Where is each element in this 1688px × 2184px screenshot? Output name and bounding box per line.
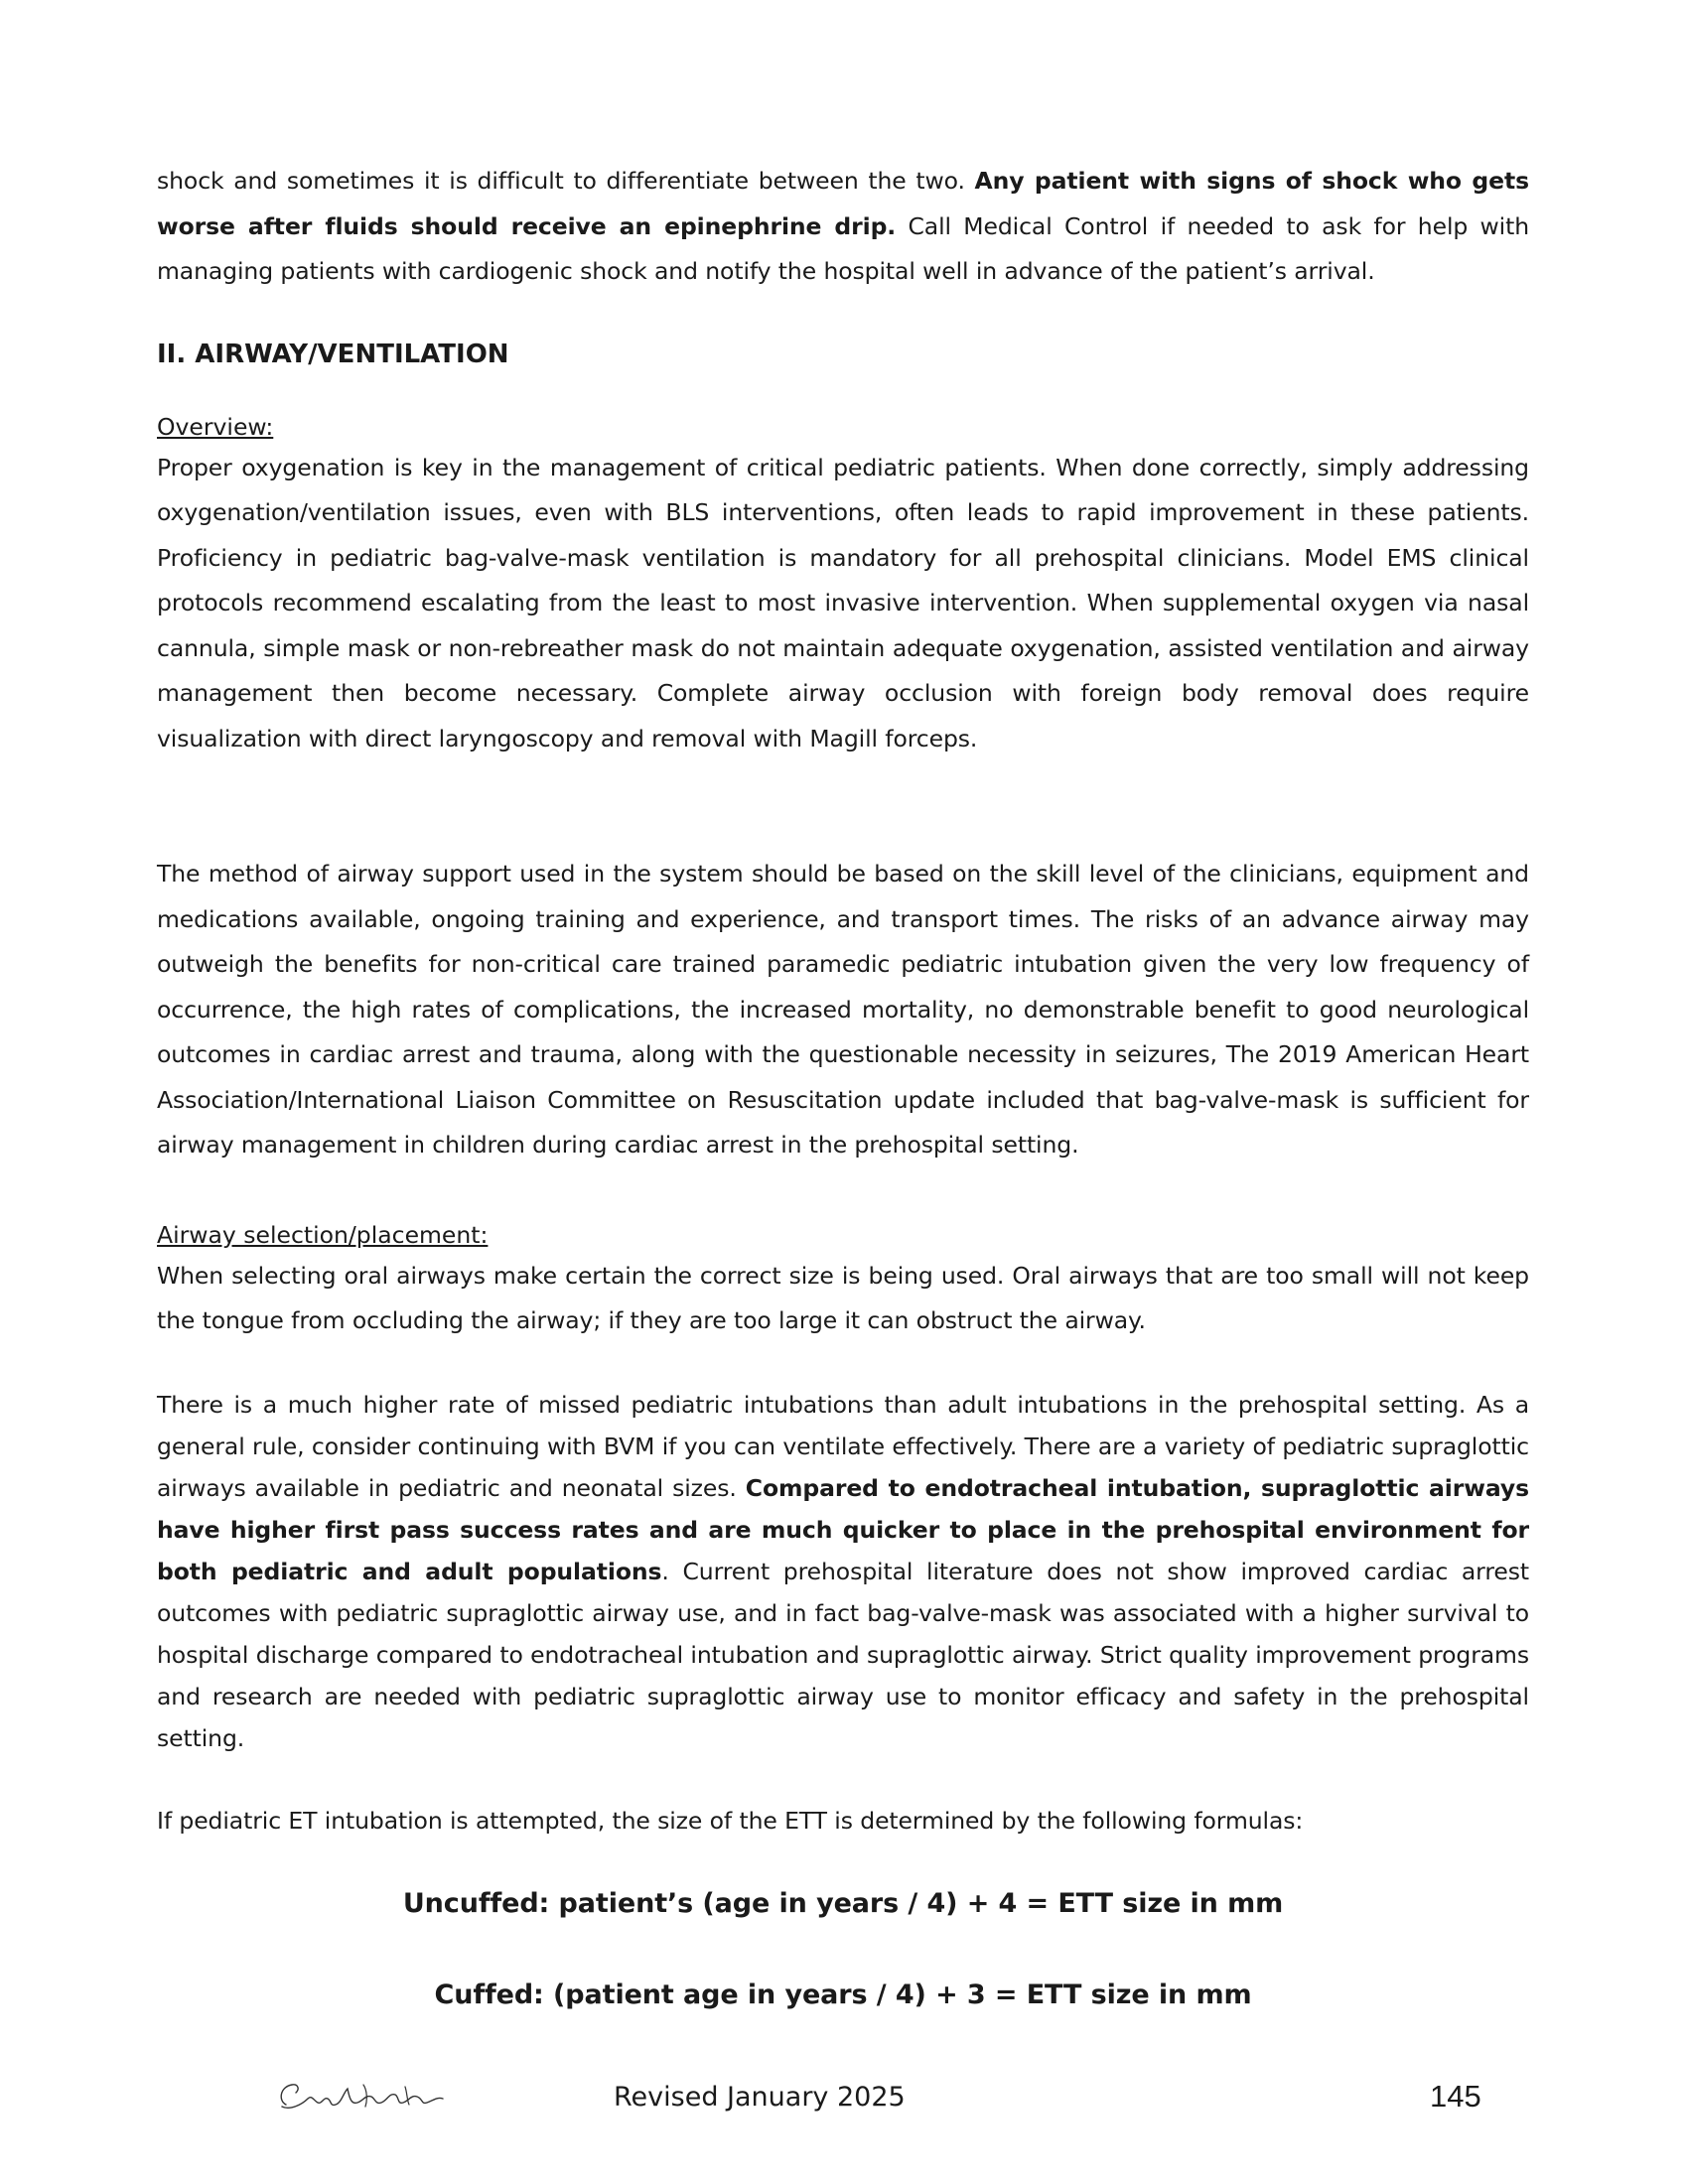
signature-icon <box>268 2075 467 2118</box>
bold-emphasis: Any patient with signs of shock who gets worse after fluids should receive an epinephrine drip. <box>157 167 1529 240</box>
bold-emphasis: Compared to endotracheal intubation, supraglottic airways have higher first pass success rates and are much quicker to place in the prehospital environment for both pediatric and adult populations <box>157 1473 1529 1585</box>
uncuffed-formula: Uncuffed: patient’s (age in years / 4) + 4 = ETT size in mm <box>402 1888 1284 1919</box>
paragraph-text: Call Medical Control if needed to ask for help with managing patients with cardiogenic shock and notify the hospital well in advance of the patient’s arrival. <box>157 211 1529 285</box>
ett-intro-paragraph: If pediatric ET intubation is attempted, the size of the ETT is determined by the following formulas: <box>157 1806 1304 1835</box>
airway-selection-subheading: Airway selection/placement: <box>157 1220 489 1249</box>
page-number: 145 <box>1430 2079 1481 2114</box>
missed-intubations-paragraph <box>157 1384 1529 1759</box>
airway-selection-paragraph: When selecting oral airways make certain the correct size is being used. Oral airways that are too small will not keep the tongue from occluding the airway; if they are too large it can obstruct the airway. <box>157 1261 1529 1334</box>
revised-date: Revised January 2025 <box>614 2082 906 2113</box>
paragraph-text: There is a much higher rate of missed pediatric intubations than adult intubations in the prehospital setting. As a general rule, consider continuing with BVM if you can ventilate effectively. There are a variety of pediatric supraglottic airways available in pediatric and neonatal sizes. <box>157 1390 1529 1502</box>
cuffed-formula: Cuffed: (patient age in years / 4) + 3 = ETT size in mm <box>434 1979 1252 2010</box>
section-heading: II. AIRWAY/VENTILATION <box>157 339 509 369</box>
page-footer <box>0 2075 1688 2124</box>
shock-continuation-paragraph <box>157 159 1529 295</box>
document-page <box>157 159 1529 2014</box>
overview-paragraph: Proper oxygenation is key in the management of critical pediatric patients. When done correctly, simply addressing oxygenation/ventilation issues, even with BLS interventions, often leads to rapid improvement in these patients. Proficiency in pediatric bag-valve-mask ventilation is mandatory for all prehospital clinicians. Model EMS clinical protocols recommend escalating from the least to most invasive intervention. When supplemental oxygen via nasal cannula, simple mask or non-rebreather mask do not maintain adequate oxygenation, assisted ventilation and airway management then become necessary. Complete airway occlusion with foreign body removal does require visualization with direct laryngoscopy and removal with Magill forceps. <box>157 453 1529 752</box>
paragraph-text: . Current prehospital literature does not show improved cardiac arrest outcomes with pediatric supraglottic airway use, and in fact bag-valve-mask was associated with a higher survival to hospital discharge compared to endotracheal intubation and supraglottic airway. Strict quality improvement programs and research are needed with pediatric supraglottic airway use to monitor efficacy and safety in the prehospital setting. <box>157 1557 1529 1752</box>
paragraph-text: shock and sometimes it is difficult to differentiate between the two. <box>157 167 975 195</box>
method-paragraph: The method of airway support used in the system should be based on the skill level of the clinicians, equipment and medications available, ongoing training and experience, and transport times. The risks of an advance airway may outweigh the benefits for non-critical care trained paramedic pediatric intubation given the very low frequency of occurrence, the high rates of complications, the increased mortality, no demonstrable benefit to good neurological outcomes in cardiac arrest and trauma, along with the questionable necessity in seizures, The 2019 American Heart Association/International Liaison Committee on Resuscitation update included that bag-valve-mask is sufficient for airway management in children during cardiac arrest in the prehospital setting. <box>157 860 1529 1159</box>
overview-subheading: Overview: <box>157 412 274 441</box>
